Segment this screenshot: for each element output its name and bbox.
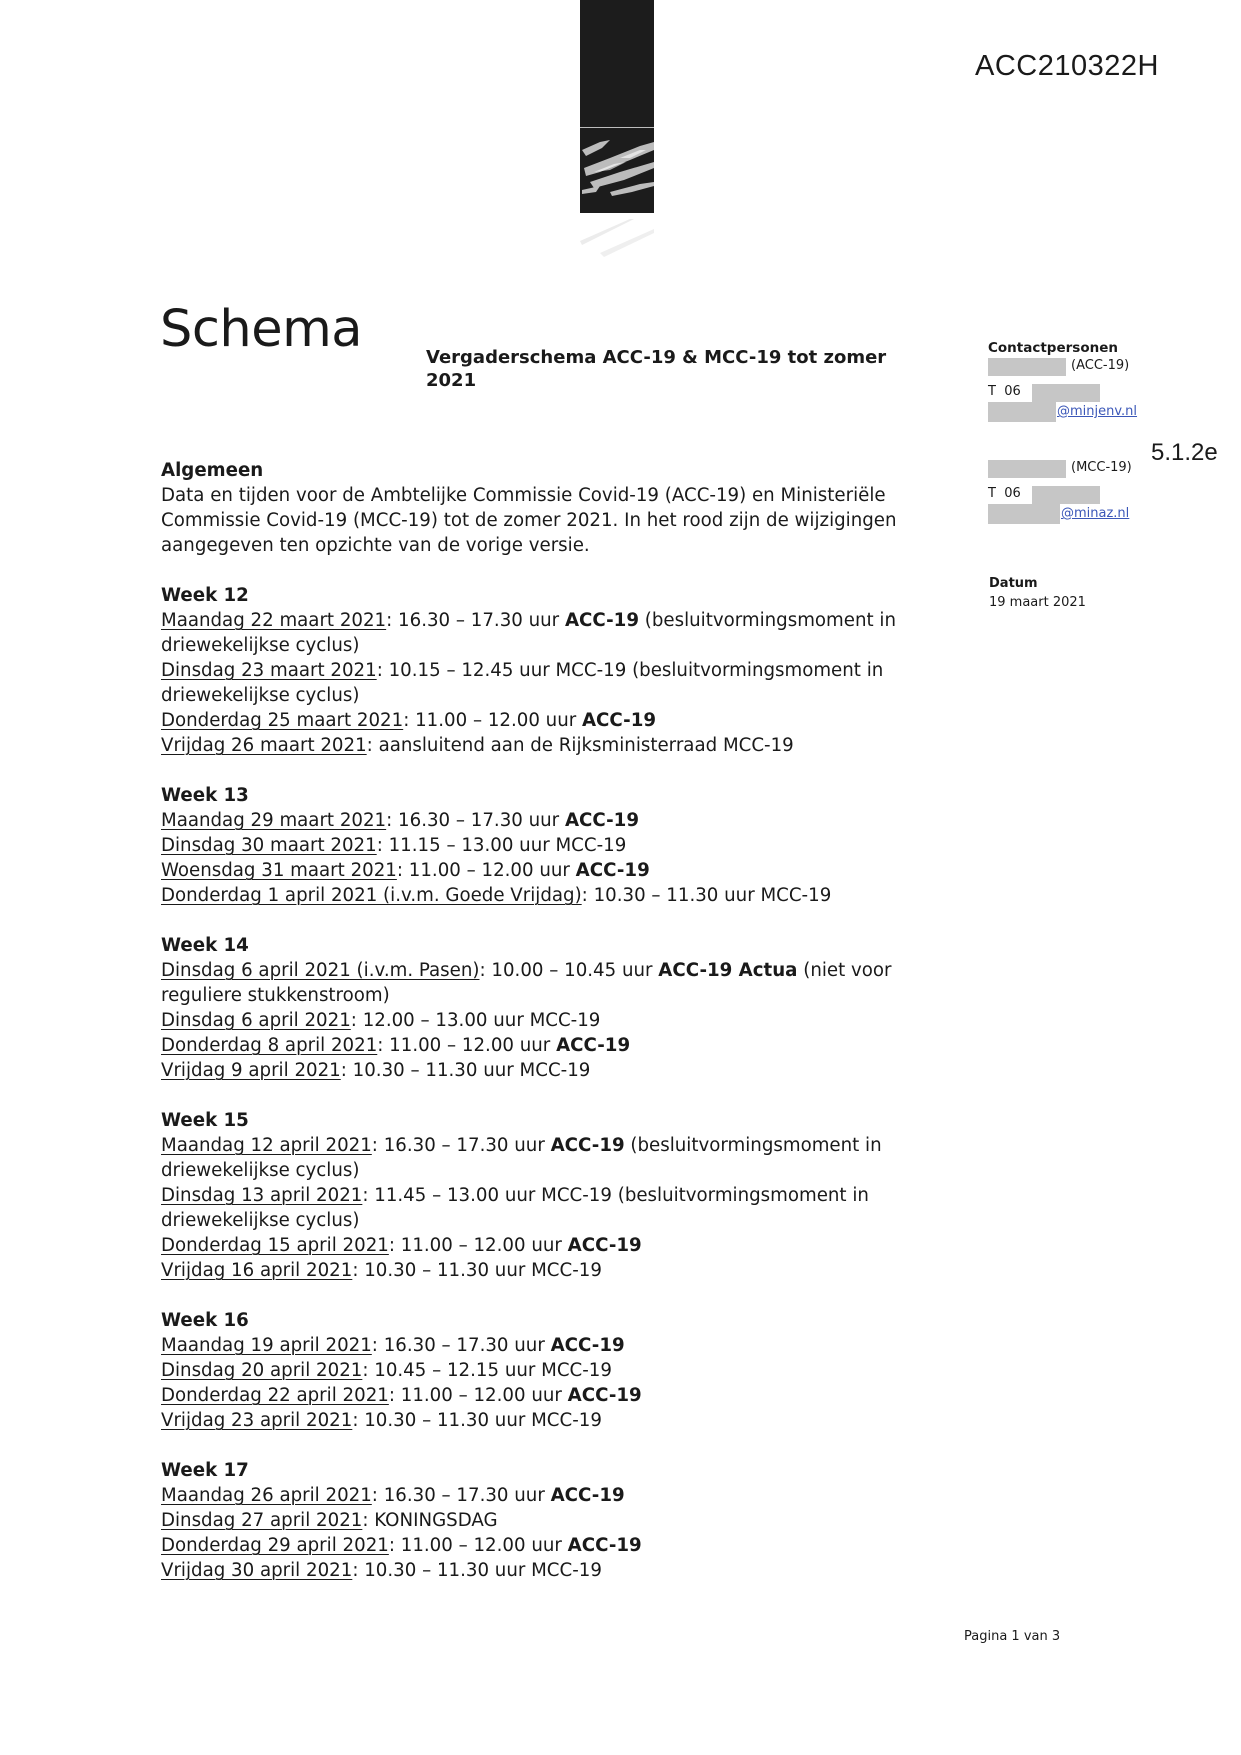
- document-code: ACC210322H: [975, 50, 1159, 82]
- logo-texture-image: [580, 128, 654, 213]
- entry-date: Dinsdag 20 april 2021: [161, 1360, 363, 1381]
- schedule-entry: [161, 1258, 941, 1283]
- schedule-entry: [161, 708, 941, 733]
- schedule-entry: [161, 1183, 941, 1233]
- schedule-entry: [161, 1358, 941, 1383]
- intro-heading: Algemeen: [161, 460, 264, 481]
- week-heading: Week 12: [161, 585, 249, 606]
- entry-committee: ACC-19: [567, 1385, 642, 1406]
- schedule-entry: [161, 883, 941, 908]
- schedule-entry: [161, 958, 941, 1008]
- entry-time: : 16.30 – 17.30 uur: [371, 1335, 551, 1356]
- entry-committee: ACC-19: [564, 810, 639, 831]
- entry-time: : 16.30 – 17.30 uur: [386, 810, 565, 831]
- entry-date: Dinsdag 23 maart 2021: [161, 660, 377, 681]
- schedule-entry: [161, 658, 941, 708]
- redaction-legal-code: 5.1.2e: [1151, 439, 1218, 466]
- schedule-entry: [161, 1558, 941, 1583]
- entry-date: Vrijdag 16 april 2021: [161, 1260, 353, 1281]
- entry-date: Maandag 22 maart 2021: [161, 610, 387, 631]
- week-section: [161, 1458, 941, 1583]
- schedule-entry: [161, 808, 941, 833]
- schedule-entry: [161, 733, 941, 758]
- entry-committee: ACC-19: [564, 610, 639, 631]
- entry-time: : 10.30 – 11.30 uur: [340, 1060, 520, 1081]
- entry-date: Dinsdag 27 april 2021: [161, 1510, 363, 1531]
- entry-time: : 11.00 – 12.00 uur: [388, 1385, 568, 1406]
- contact-phone-prefix: T 06: [988, 384, 1021, 399]
- week-section: [161, 783, 941, 908]
- week-heading: Week 16: [161, 1310, 249, 1331]
- week-heading: Week 14: [161, 935, 249, 956]
- page-number: Pagina 1 van 3: [964, 1629, 1061, 1644]
- contact-role: (MCC-19): [1071, 460, 1132, 475]
- entry-committee: ACC-19: [550, 1335, 625, 1356]
- schedule-entry: [161, 1408, 941, 1433]
- entry-time: : 11.00 – 12.00 uur: [396, 860, 576, 881]
- entry-committee: MCC-19: [519, 1060, 591, 1081]
- entry-date: Vrijdag 9 april 2021: [161, 1060, 341, 1081]
- schedule-entry: [161, 1233, 941, 1258]
- schedule-entry: [161, 1058, 941, 1083]
- contact-email-link[interactable]: @minaz.nl: [1061, 506, 1130, 521]
- entry-time: : 11.00 – 12.00 uur: [388, 1535, 568, 1556]
- redacted-email-user: [988, 504, 1060, 524]
- entry-time: : 10.30 – 11.30 uur: [352, 1260, 532, 1281]
- contacts-heading: Contactpersonen: [988, 340, 1118, 356]
- entry-time: : 11.00 – 12.00 uur: [403, 710, 582, 731]
- schedule-entry: [161, 833, 941, 858]
- entry-committee: ACC-19: [575, 860, 650, 881]
- entry-note: (niet voor reguliere stukkenstroom): [161, 960, 898, 1006]
- date-value: 19 maart 2021: [989, 595, 1086, 610]
- entry-time: : 11.00 – 12.00 uur: [388, 1235, 568, 1256]
- logo-fade-reflection: [580, 213, 654, 258]
- entry-note: (besluitvormingsmoment in driewekelijkse cyclus): [161, 610, 902, 656]
- entry-time: : aansluitend aan de Rijksministerraad: [366, 735, 723, 756]
- entry-committee: ACC-19: [556, 1035, 631, 1056]
- entry-date: Vrijdag 26 maart 2021: [161, 735, 367, 756]
- schedule-body: [161, 458, 941, 1583]
- schedule-entry: [161, 608, 941, 658]
- entry-date: Maandag 19 april 2021: [161, 1335, 372, 1356]
- entry-time: : 16.30 – 17.30 uur: [371, 1485, 551, 1506]
- entry-time: : 10.30 – 11.30 uur: [581, 885, 761, 906]
- contact-phone-prefix: T 06: [988, 486, 1021, 501]
- entry-time: : KONINGSDAG: [362, 1510, 498, 1531]
- week-section: [161, 1108, 941, 1283]
- entry-date: Donderdag 22 april 2021: [161, 1385, 389, 1406]
- contact-acc: [988, 356, 1228, 436]
- entry-note: (besluitvormingsmoment in driewekelijkse cyclus): [161, 1135, 888, 1181]
- redacted-name: [988, 358, 1066, 376]
- entry-date: Donderdag 8 april 2021: [161, 1035, 378, 1056]
- entry-note: (besluitvormingsmoment in driewekelijkse cyclus): [161, 660, 890, 706]
- entry-committee: MCC-19: [529, 1010, 601, 1031]
- entry-committee: MCC-19: [555, 835, 627, 856]
- week-heading: Week 15: [161, 1110, 249, 1131]
- schedule-entry: [161, 1033, 941, 1058]
- contact-role: (ACC-19): [1071, 358, 1130, 373]
- entry-time: : 11.15 – 13.00 uur: [376, 835, 556, 856]
- government-logo-bar: [580, 0, 654, 213]
- schedule-entry: [161, 1533, 941, 1558]
- entry-committee: ACC-19: [550, 1135, 625, 1156]
- entry-date: Maandag 26 april 2021: [161, 1485, 372, 1506]
- entry-time: : 11.00 – 12.00 uur: [377, 1035, 557, 1056]
- entry-date: Dinsdag 13 april 2021: [161, 1185, 363, 1206]
- entry-committee: MCC-19: [531, 1260, 602, 1281]
- entry-date: Dinsdag 30 maart 2021: [161, 835, 377, 856]
- week-heading: Week 17: [161, 1460, 249, 1481]
- entry-date: Maandag 12 april 2021: [161, 1135, 372, 1156]
- date-label: Datum: [989, 576, 1038, 591]
- week-section: [161, 1308, 941, 1433]
- schedule-entry: [161, 1483, 941, 1508]
- entry-committee: MCC-19: [760, 885, 832, 906]
- entry-committee: ACC-19: [581, 710, 657, 731]
- schedule-entry: [161, 1133, 941, 1183]
- entry-date: Donderdag 15 april 2021: [161, 1235, 389, 1256]
- entry-committee: MCC-19: [555, 660, 627, 681]
- entry-date: Donderdag 25 maart 2021: [161, 710, 404, 731]
- schedule-entry: [161, 1333, 941, 1358]
- schedule-entry: [161, 1508, 941, 1533]
- entry-note: (besluitvormingsmoment in driewekelijkse cyclus): [161, 1185, 875, 1231]
- entry-date: Donderdag 29 april 2021: [161, 1535, 389, 1556]
- redacted-name: [988, 460, 1066, 478]
- entry-committee: ACC-19: [550, 1485, 625, 1506]
- redacted-email-user: [988, 402, 1056, 422]
- entry-committee: MCC-19: [722, 735, 794, 756]
- schedule-entry: [161, 1008, 941, 1033]
- entry-committee: ACC-19 Actua: [658, 960, 798, 981]
- schedule-entry: [161, 1383, 941, 1408]
- entry-time: : 16.30 – 17.30 uur: [371, 1135, 551, 1156]
- redacted-phone: [1032, 384, 1100, 402]
- entry-time: : 10.30 – 11.30 uur: [352, 1560, 532, 1581]
- intro-section: [161, 458, 941, 558]
- schedule-entry: [161, 858, 941, 883]
- entry-committee: ACC-19: [567, 1235, 642, 1256]
- document-subtitle: Vergaderschema ACC-19 & MCC-19 tot zomer 2021: [426, 347, 887, 391]
- entry-time: : 11.45 – 13.00 uur: [362, 1185, 542, 1206]
- entry-date: Woensdag 31 maart 2021: [161, 860, 397, 881]
- contact-email-link[interactable]: @minjenv.nl: [1057, 404, 1138, 419]
- entry-date: Dinsdag 6 april 2021 (i.v.m. Pasen): [161, 960, 480, 981]
- intro-text: Data en tijden voor de Ambtelijke Commissie Covid-19 (ACC-19) en Ministeriële Commissie Covid-19 (MCC-19) tot de zomer 2021. In het rood zijn de wijzigingen aangegeven ten opzichte van de vorige versie.: [161, 485, 897, 556]
- entry-date: Maandag 29 maart 2021: [161, 810, 387, 831]
- entry-time: : 10.15 – 12.45 uur: [376, 660, 556, 681]
- entry-committee: MCC-19: [531, 1560, 602, 1581]
- entry-time: : 10.30 – 11.30 uur: [352, 1410, 532, 1431]
- entry-date: Dinsdag 6 april 2021: [161, 1010, 351, 1031]
- entry-date: Donderdag 1 april 2021 (i.v.m. Goede Vrijdag): [161, 885, 582, 906]
- entry-committee: MCC-19: [531, 1410, 602, 1431]
- contact-mcc: [988, 458, 1228, 538]
- entry-date: Vrijdag 23 april 2021: [161, 1410, 353, 1431]
- entry-date: Vrijdag 30 april 2021: [161, 1560, 353, 1581]
- logo-black-block: [580, 0, 654, 127]
- entry-time: : 12.00 – 13.00 uur: [350, 1010, 530, 1031]
- redacted-phone: [1032, 486, 1100, 504]
- entry-committee: MCC-19: [541, 1185, 612, 1206]
- week-section: [161, 933, 941, 1083]
- page-title: Schema: [160, 300, 363, 359]
- week-heading: Week 13: [161, 785, 249, 806]
- entry-committee: ACC-19: [567, 1535, 642, 1556]
- weeks-list: [161, 583, 941, 1583]
- week-section: [161, 583, 941, 758]
- entry-time: : 10.00 – 10.45 uur: [479, 960, 659, 981]
- entry-committee: MCC-19: [541, 1360, 612, 1381]
- entry-time: : 10.45 – 12.15 uur: [362, 1360, 542, 1381]
- entry-time: : 16.30 – 17.30 uur: [386, 610, 565, 631]
